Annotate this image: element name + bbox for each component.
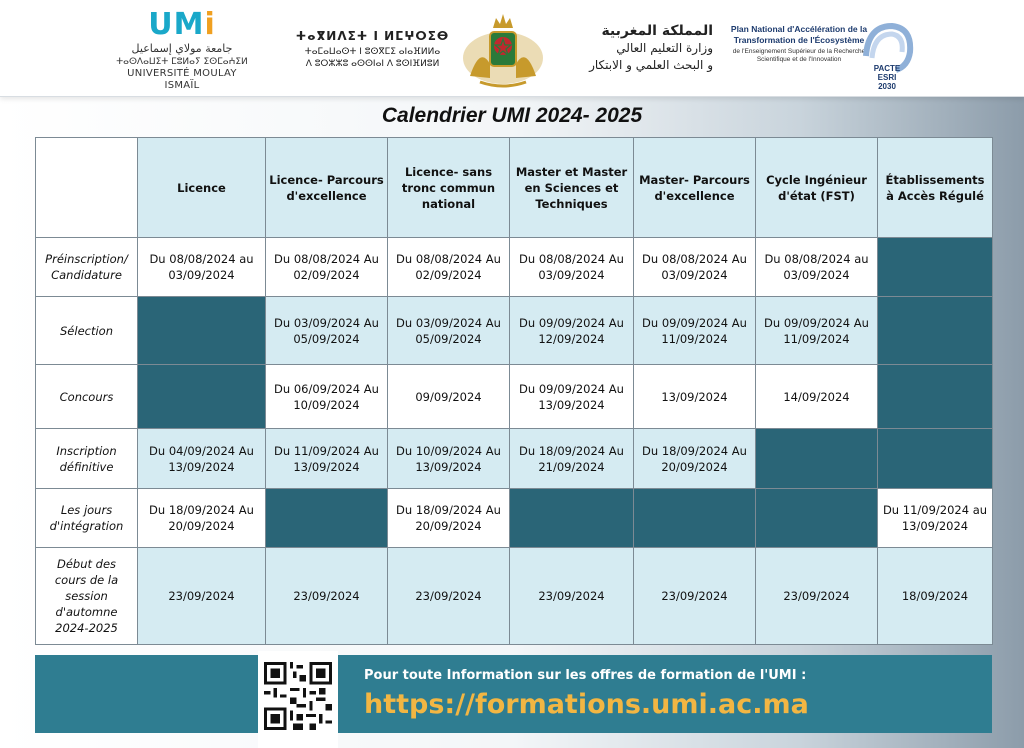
plan-subtitle: de l'Enseignement Supérieur de la Recherche Scientifique et de l'Innovation	[732, 48, 866, 63]
row-label: Les jours d'intégration	[36, 489, 138, 548]
umi-mark-i: i	[204, 7, 216, 42]
umi-mark-letters: UM	[148, 7, 205, 42]
table-cell-empty	[756, 429, 878, 489]
arabic-line-1: المملكة المغربية	[601, 23, 713, 39]
table-cell: 23/09/2024	[388, 548, 510, 645]
table-cell: Du 09/09/2024 Au 13/09/2024	[510, 365, 634, 429]
table-cell: Du 09/09/2024 Au 11/09/2024	[634, 297, 756, 365]
table-cell: Du 09/09/2024 Au 11/09/2024	[756, 297, 878, 365]
moroccan-coat-of-arms-icon	[460, 6, 546, 92]
arabic-line-2: وزارة التعليم العالي	[616, 41, 713, 55]
table-cell: Du 18/09/2024 Au 20/09/2024	[634, 429, 756, 489]
ministry-tifinagh-name	[290, 28, 455, 70]
table-cell: Du 08/08/2024 au 03/09/2024	[756, 238, 878, 297]
table-row	[36, 548, 993, 645]
table-cell: Du 18/09/2024 Au 20/09/2024	[138, 489, 266, 548]
tifinagh-line-3: ⴷ ⵓⵔⵣⵣⵓ ⴰⵙⵙⵏⴰⵏ ⴷ ⵓⵙⵏⴼⵍⵓⵍ	[305, 59, 440, 69]
table-cell: 23/09/2024	[634, 548, 756, 645]
table-cell: 23/09/2024	[756, 548, 878, 645]
row-label: Préinscription/ Candidature	[36, 238, 138, 297]
tifinagh-line-2: ⵜⴰⵎⴰⵡⴰⵙⵜ ⵏ ⵓⵙⴳⵎⵉ ⴰⵏⴰⴼⵍⵍⴰ	[304, 47, 441, 57]
umi-french-name: UNIVERSITÉ MOULAY ISMAÏL	[127, 68, 237, 91]
esri-word: ESRI	[877, 73, 897, 82]
table-cell: Du 18/09/2024 Au 21/09/2024	[510, 429, 634, 489]
plan-national-text	[724, 24, 874, 64]
table-cell: Du 11/09/2024 Au 13/09/2024	[266, 429, 388, 489]
umi-tifinagh-name: ⵜⴰⵙⴷⴰⵡⵉⵜ ⵎⵓⵍⴰⵢ ⵉⵙⵎⴰⵄⵉⵍ	[116, 57, 248, 67]
arabic-line-3: و البحث العلمي و الابتكار	[589, 58, 713, 72]
table-cell: Du 18/09/2024 Au 20/09/2024	[388, 489, 510, 548]
table-cell-empty	[878, 365, 993, 429]
table-cell-empty	[878, 429, 993, 489]
column-header: Master- Parcours d'excellence	[634, 138, 756, 238]
table-cell: 23/09/2024	[266, 548, 388, 645]
pacte-word: PACTE	[873, 64, 901, 73]
table-cell-empty	[634, 489, 756, 548]
table-cell: 09/09/2024	[388, 365, 510, 429]
column-header: Cycle Ingénieur d'état (FST)	[756, 138, 878, 238]
table-cell: 14/09/2024	[756, 365, 878, 429]
table-cell: Du 09/09/2024 Au 12/09/2024	[510, 297, 634, 365]
table-cell-empty	[138, 297, 266, 365]
table-row	[36, 489, 993, 548]
table-cell: Du 08/08/2024 Au 03/09/2024	[510, 238, 634, 297]
table-cell: Du 08/08/2024 au 03/09/2024	[138, 238, 266, 297]
page-title: Calendrier UMI 2024- 2025	[381, 104, 643, 127]
table-cell-empty	[878, 238, 993, 297]
table-cell: Du 08/08/2024 Au 02/09/2024	[388, 238, 510, 297]
table-cell: Du 03/09/2024 Au 05/09/2024	[266, 297, 388, 365]
table-cell: Du 11/09/2024 au 13/09/2024	[878, 489, 993, 548]
table-cell-empty	[510, 489, 634, 548]
table-row	[36, 238, 993, 297]
table-row	[36, 429, 993, 489]
table-cell: Du 03/09/2024 Au 05/09/2024	[388, 297, 510, 365]
header-row	[36, 138, 993, 238]
table-cell: Du 10/09/2024 Au 13/09/2024	[388, 429, 510, 489]
umi-mark	[112, 7, 252, 42]
table-cell: Du 06/09/2024 Au 10/09/2024	[266, 365, 388, 429]
table-cell-empty	[138, 365, 266, 429]
table-cell: Du 04/09/2024 Au 13/09/2024	[138, 429, 266, 489]
pacte-esri-text	[858, 64, 916, 91]
page-header	[0, 0, 1024, 97]
column-header: Master et Master en Sciences et Techniques	[510, 138, 634, 238]
qr-code-icon[interactable]	[264, 662, 332, 730]
table-cell: 23/09/2024	[138, 548, 266, 645]
table-cell-empty	[266, 489, 388, 548]
row-label: Sélection	[36, 297, 138, 365]
table-cell: Du 08/08/2024 Au 03/09/2024	[634, 238, 756, 297]
plan-title: Plan National d'Accélération de la Transformation de l'Écosystème	[730, 24, 868, 45]
row-label: Inscription définitive	[36, 429, 138, 489]
table-cell-empty	[878, 297, 993, 365]
umi-logo	[112, 7, 252, 92]
table-cell: 23/09/2024	[510, 548, 634, 645]
column-header: Établissements à Accès Régulé	[878, 138, 993, 238]
table-row	[36, 365, 993, 429]
table-cell: 18/09/2024	[878, 548, 993, 645]
table-cell: 13/09/2024	[634, 365, 756, 429]
row-label: Concours	[36, 365, 138, 429]
umi-arabic-name: جامعة مولاي إسماعيل	[131, 42, 233, 55]
pacte-year: 2030	[878, 82, 896, 91]
footer-url-link[interactable]: https://formations.umi.ac.ma	[364, 689, 809, 720]
calendar-table	[35, 137, 993, 645]
row-label: Début des cours de la session d'automne 2024-2025	[36, 548, 138, 645]
footer-info-text: Pour toute Information sur les offres de formation de l'UMI :	[364, 668, 807, 683]
column-header: Licence	[138, 138, 266, 238]
table-cell-empty	[756, 489, 878, 548]
ministry-arabic-name	[553, 22, 713, 74]
column-header: Licence- Parcours d'excellence	[266, 138, 388, 238]
table-row	[36, 297, 993, 365]
tifinagh-line-1: ⵜⴰⴳⵍⴷⵉⵜ ⵏ ⵍⵎⵖⵔⵉⴱ	[295, 29, 450, 43]
corner-cell	[36, 138, 138, 238]
table-cell: Du 08/08/2024 Au 02/09/2024	[266, 238, 388, 297]
column-header: Licence- sans tronc commun national	[388, 138, 510, 238]
